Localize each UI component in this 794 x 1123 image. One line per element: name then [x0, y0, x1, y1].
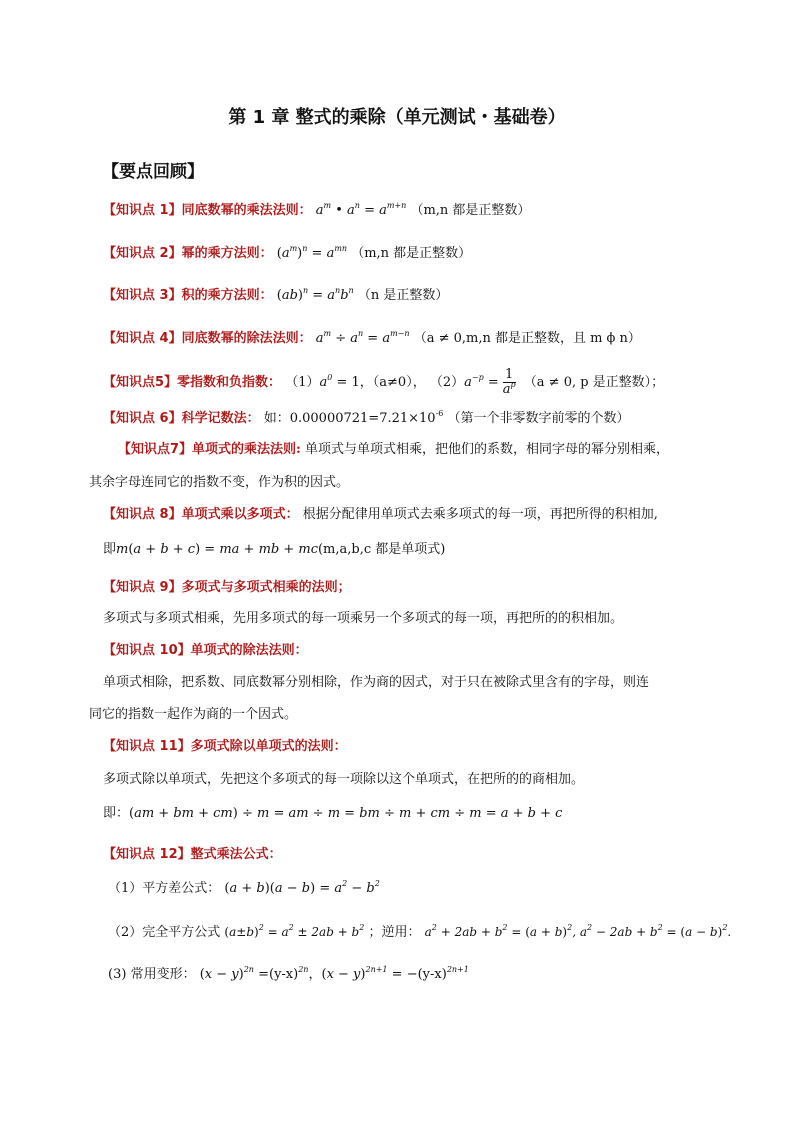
kp5-part2-label: （2）	[429, 375, 465, 390]
kp12-formula-1	[108, 879, 380, 899]
kp3-note: （n 是正整数）	[357, 288, 449, 303]
kp8-text: 根据分配律用单项式去乘多项式的每一项，再把所得的积相加,	[302, 507, 658, 522]
kp11-formula-line	[103, 804, 562, 824]
page-title: 第 1 章 整式的乘除（单元测试・基础卷）	[228, 107, 566, 128]
kp5-note: （a ≠ 0, p 是正整数）；	[523, 375, 665, 390]
kp12-l1-formula: $(a + b)(a - b) = a^2 - b^2$	[224, 879, 380, 896]
knowledge-point-3	[103, 286, 448, 306]
kp6-tag: 【知识点 6】	[103, 411, 182, 426]
kp8-note: (m,a,b,c 都是单项式)	[317, 542, 446, 557]
knowledge-point-11	[103, 737, 347, 757]
kp4-tag: 【知识点 4】	[103, 331, 182, 346]
knowledge-point-5	[103, 368, 664, 398]
kp6-note: （第一个非零数字前零的个数）	[447, 411, 630, 426]
kp12-l3-text: 常用变形：	[130, 967, 196, 982]
kp7-tag: 【知识点7】	[118, 442, 193, 457]
kp12-l2-inverse: $a^2 + 2ab + b^2 = (a + b)^2$, $a^2 - 2ab + b^2 = (a - b)^2$.	[424, 923, 732, 939]
kp7-text-line2: 其余字母连同它的指数不变，作为积的因式。	[89, 475, 350, 490]
kp1-note: （m,n 都是正整数）	[410, 203, 531, 218]
knowledge-point-2	[103, 244, 471, 264]
kp5-part1-label: （1）	[285, 375, 320, 390]
kp9-text: 多项式与多项式相乘，先用多项式的每一项乘另一个多项式的每一项，再把所的的积相加。	[103, 611, 624, 626]
kp5-head: 零指数和负指数：	[177, 375, 282, 390]
kp2-formula: $(a^m)^n = a^{mn}$	[276, 244, 348, 261]
kp1-formula: $a^m$ • $a^n = a^{m+n}$	[315, 201, 407, 218]
kp8-prefix: 即	[103, 542, 117, 557]
kp11-tag: 【知识点 11】	[103, 739, 191, 754]
kp12-formula-3	[108, 965, 469, 985]
knowledge-point-9	[103, 578, 351, 598]
kp9-tag: 【知识点 9】	[103, 580, 182, 595]
kp3-formula: $(ab)^n = a^nb^n$	[276, 286, 354, 303]
kp2-head: 幂的乘方法则：	[181, 246, 273, 261]
kp9-head: 多项式与多项式相乘的法则；	[181, 580, 351, 595]
kp12-formula-2	[108, 922, 731, 943]
knowledge-point-1	[103, 201, 530, 221]
kp1-head: 同底数幂的乘法法则：	[181, 203, 312, 218]
kp5-tag: 【知识点5】	[103, 375, 178, 390]
kp8-formula-line	[103, 540, 445, 560]
kp7-head: 单项式的乘法法则:	[192, 442, 301, 457]
kp5-formula1: $a^0 = 1$	[319, 373, 360, 390]
kp12-l3-formula: $(x - y)^{2n} =(y-x)^{2n}$，$(x - y)^{2n+1} = -(y-x)^{2n+1}$	[199, 965, 469, 982]
kp5-fraction: $\frac{1}{a^p}$	[502, 367, 516, 397]
kp10-head: 单项式的除法法则：	[190, 643, 308, 658]
kp4-note: （a ≠ 0,m,n 都是正整数，且 m ϕ n）	[413, 331, 641, 346]
kp4-head: 同底数幂的除法法则：	[181, 331, 312, 346]
kp8-formula: m(a + b + c) = ma + mb + mc	[116, 542, 318, 557]
kp8-head: 单项式乘以多项式：	[181, 507, 299, 522]
kp4-formula: $a^m \div a^n = a^{m-n}$	[315, 329, 410, 346]
kp12-l2-formula: $(a\pm b)^2 = a^2 \pm 2ab + b^2$	[224, 923, 365, 939]
kp3-tag: 【知识点 3】	[103, 288, 182, 303]
kp12-l3-label: (3)	[108, 967, 127, 982]
kp6-head: 科学记数法：	[181, 411, 260, 426]
kp11-prefix: 即：	[103, 806, 130, 821]
kp2-note: （m,n 都是正整数）	[351, 246, 472, 261]
kp10-text-line1: 单项式相除，把系数、同底数幂分别相除，作为商的因式，对于只在被除式里含有的字母，则连	[103, 675, 650, 690]
kp11-formula: (am + bm + cm) ÷ m = am ÷ m = bm ÷ m + cm ÷ m = a + b + c	[129, 806, 563, 821]
kp12-head: 整式乘法公式：	[190, 847, 282, 862]
kp11-head: 多项式除以单项式的法则：	[190, 739, 347, 754]
knowledge-point-7	[118, 440, 669, 460]
kp11-text: 多项式除以单项式，先把这个多项式的每一项除以这个单项式，在把所的的商相加。	[103, 772, 585, 787]
kp7-text-line1: 单项式与单项式相乘，把他们的系数，相同字母的幂分别相乘，	[305, 442, 670, 457]
kp12-tag: 【知识点 12】	[103, 847, 191, 862]
kp12-l1-label: （1）平方差公式：	[108, 881, 221, 896]
kp8-tag: 【知识点 8】	[103, 507, 182, 522]
kp1-tag: 【知识点 1】	[103, 203, 182, 218]
kp12-l2-separator: ；逆用：	[368, 925, 421, 940]
kp2-tag: 【知识点 2】	[103, 246, 182, 261]
knowledge-point-10	[103, 641, 308, 661]
knowledge-point-6	[103, 409, 630, 429]
knowledge-point-12	[103, 845, 282, 865]
kp5-formula2: $a^{-p}$ =	[464, 373, 499, 390]
kp10-tag: 【知识点 10】	[103, 643, 191, 658]
kp5-condition1: ，（a≠0），	[359, 375, 426, 390]
section-heading: 【要点回顾】	[102, 162, 204, 182]
kp3-head: 积的乘方法则：	[181, 288, 273, 303]
knowledge-point-4	[103, 329, 641, 349]
kp10-text-line2: 同它的指数一起作为商的一个因式。	[89, 707, 298, 722]
kp6-exponent: -6	[435, 409, 444, 418]
kp12-l2-label: （2）完全平方公式	[108, 925, 221, 940]
knowledge-point-8	[103, 505, 658, 525]
kp6-example: 如：0.00000721=7.21×10	[263, 411, 436, 426]
